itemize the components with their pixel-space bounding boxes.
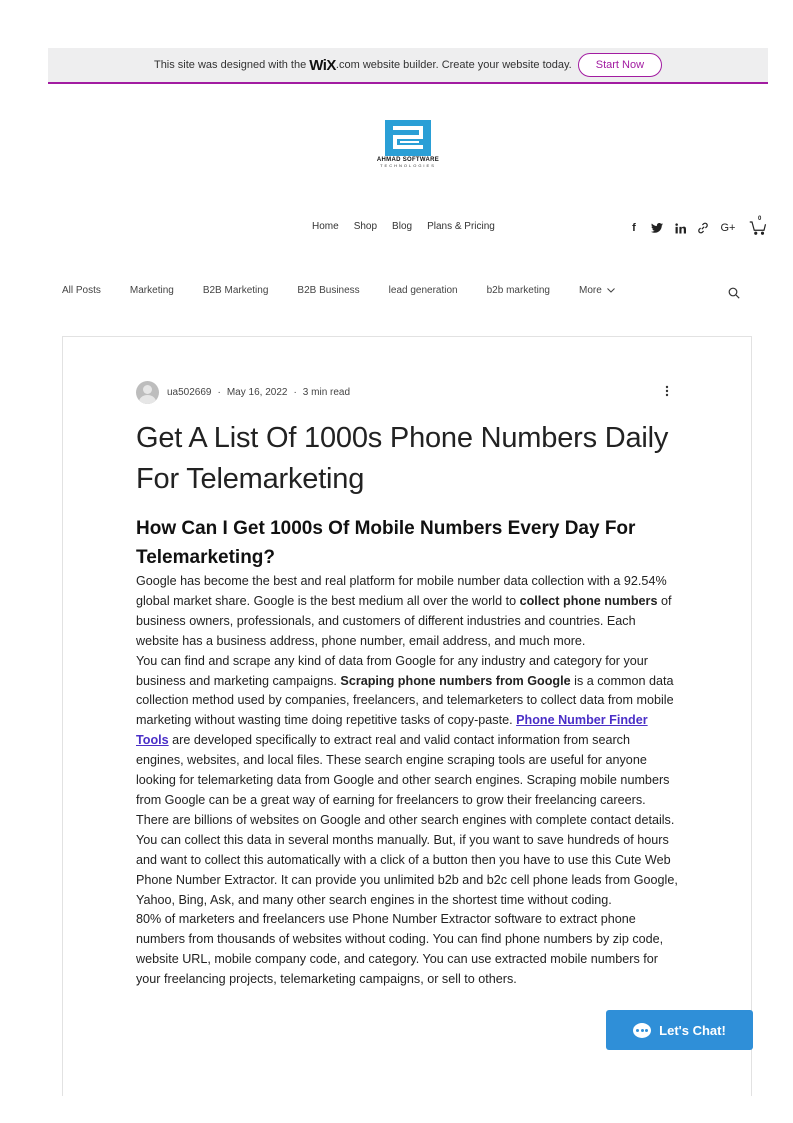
twitter-icon[interactable]	[651, 221, 663, 235]
post-date: May 16, 2022	[226, 387, 288, 398]
post-title: Get A List Of 1000s Phone Numbers Daily For Telemarketing	[136, 422, 669, 495]
social-bar	[628, 216, 767, 235]
more-label: More	[579, 285, 602, 296]
google-plus-icon[interactable]: G+	[720, 222, 736, 234]
nav-home[interactable]: Home	[312, 221, 339, 232]
nav-shop[interactable]: Shop	[353, 221, 378, 232]
banner-text	[154, 57, 572, 74]
main-nav	[312, 221, 495, 232]
category-b2b-marketing-lower[interactable]: b2b marketing	[486, 285, 550, 296]
category-b2b-marketing[interactable]: B2B Marketing	[202, 285, 269, 296]
category-marketing[interactable]: Marketing	[129, 285, 174, 296]
nav-blog[interactable]: Blog	[392, 221, 413, 232]
p1-text: Google has become the best and real platform for mobile number data collection with a 92.54% global market share. Google is the best medium all over the world to	[136, 574, 667, 608]
search-icon[interactable]	[728, 286, 740, 304]
chat-bubble-icon	[633, 1023, 651, 1038]
banner-text-after: .com website builder. Create your website today.	[335, 59, 572, 71]
nav-plans-pricing[interactable]: Plans & Pricing	[427, 221, 495, 232]
cart-count: 0	[758, 216, 762, 222]
p1-text-end: of business owners, professionals, and customers of different industries and countries. Each website has a business address, phone number, email address, and much more.	[136, 593, 672, 648]
p2-text: You can find and scrape any kind of data from Google for any industry and category for your business and marketing campaigns.	[136, 653, 648, 688]
category-b2b-business[interactable]: B2B Business	[297, 285, 360, 296]
cart-icon[interactable]	[749, 216, 767, 235]
avatar[interactable]	[136, 381, 159, 404]
p2-text-mid: is a common data collection method used by companies, freelancers, and telemarketers to collect data from mobile marketing without wasting time doing repetitive tasks of copy-paste.	[136, 673, 674, 728]
banner-text-before: This site was designed with the	[153, 59, 307, 71]
p1-bold: collect phone numbers	[519, 593, 658, 608]
linkedin-icon[interactable]	[674, 221, 686, 235]
more-actions-icon[interactable]	[664, 385, 670, 397]
meta-separator: ·	[217, 387, 221, 398]
p2-bold: Scraping phone numbers from Google	[340, 673, 571, 688]
paragraph: 80% of marketers and freelancers use Phone Number Extractor software to extract phone numbers from thousands of websites without coding. You can find phone numbers by zip code, website URL, mobile company code, and category. You can use extracted mobile numbers for your freelancing projects, telemarketing campaigns, or sell to others.	[136, 912, 664, 987]
post-body	[136, 572, 681, 990]
post-meta	[136, 381, 350, 404]
chat-label: Let's Chat!	[659, 1022, 726, 1038]
phone-number-finder-link[interactable]: Phone Number Finder Tools	[136, 713, 648, 748]
post-read-time: 3 min read	[302, 387, 351, 398]
p2-text-end: are developed specifically to extract real and valid contact information from search engines, websites, and local files. These search engine scraping tools are useful for anyone looking for telemarketing data from Google and other search engines. Scraping mobile numbers from Google can be a great way of earning for freelancers to grow their freelancing careers.	[136, 733, 670, 807]
paragraph: There are billions of websites on Google and other search engines with complete contact details. You can collect this data in several months manually. But, if you want to save hundreds of hours and want to collect this automatically with a click of a button then you have to use this Cute Web Phone Number Extractor. It can provide you unlimited b2b and b2c cell phone leads from Google, Yahoo, Bing, Ask, and many other search engines in the shortest time without coding.	[136, 812, 678, 907]
post-subtitle: How Can I Get 1000s Of Mobile Numbers Every Day For Telemarketing?	[136, 518, 636, 568]
wix-banner	[48, 48, 768, 84]
blog-categories	[62, 285, 615, 296]
facebook-icon[interactable]: f	[632, 222, 636, 234]
meta-separator: ·	[293, 387, 297, 398]
chevron-down-icon	[607, 288, 615, 293]
logo-mark-icon	[385, 120, 431, 156]
site-logo[interactable]	[360, 120, 456, 178]
category-lead-generation[interactable]: lead generation	[388, 285, 458, 296]
paragraph	[136, 572, 681, 652]
wix-logo[interactable]: WiX	[309, 56, 336, 74]
paragraph	[136, 652, 681, 811]
logo-subtitle: TECHNOLOGIES	[380, 163, 436, 168]
logo-name: AHMAD SOFTWARE	[376, 157, 440, 163]
start-now-button[interactable]: Start Now	[578, 53, 662, 77]
post-author[interactable]: ua502669	[167, 387, 212, 398]
category-all-posts[interactable]: All Posts	[62, 285, 101, 296]
link-icon[interactable]	[697, 221, 709, 235]
chat-button[interactable]	[606, 1010, 753, 1050]
categories-more-button[interactable]	[579, 285, 615, 296]
